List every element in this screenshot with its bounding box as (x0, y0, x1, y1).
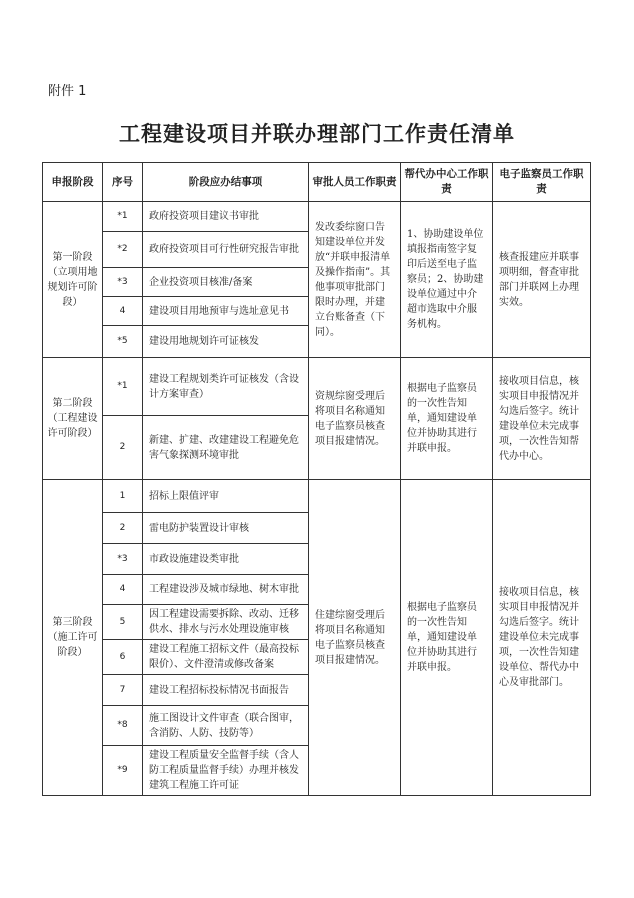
header-inspector: 电子监察员工作职责 (493, 163, 591, 202)
header-items: 阶段应办结事项 (143, 163, 309, 202)
item-name: 建设工程规划类许可证核发（含设计方案审查） (143, 358, 309, 416)
item-name: 政府投资项目可行性研究报告审批 (143, 232, 309, 268)
item-number: *9 (103, 746, 143, 796)
item-number: *5 (103, 326, 143, 358)
approver-duty: 发改委综窗口告知建设单位并发放“并联申报清单及操作指南”。其他事项审批部门限时办理，并建立台账备查（下同）。 (309, 202, 401, 358)
item-name: 建设用地规划许可证核发 (143, 326, 309, 358)
item-name: 招标上限值评审 (143, 480, 309, 513)
item-number: 4 (103, 297, 143, 326)
agency-duty: 根据电子监察员的一次性告知单，通知建设单位并协助其进行并联申报。 (401, 480, 493, 796)
stage-label: 第二阶段（工程建设许可阶段） (43, 358, 103, 480)
item-name: 建设工程招标投标情况书面报告 (143, 675, 309, 706)
item-name: 新建、扩建、改建建设工程避免危害气象探测环境审批 (143, 416, 309, 480)
header-row (43, 163, 591, 202)
stage-label: 第三阶段（施工许可阶段） (43, 480, 103, 796)
table-row (43, 480, 591, 513)
approver-duty: 住建综窗受理后将项目名称通知电子监察员核查项目报建情况。 (309, 480, 401, 796)
item-number: *2 (103, 232, 143, 268)
header-stage: 申报阶段 (43, 163, 103, 202)
item-number: *3 (103, 268, 143, 297)
header-num: 序号 (103, 163, 143, 202)
attachment-label: 附件 1 (48, 84, 87, 99)
agency-duty: 根据电子监察员的一次性告知单，通知建设单位并协助其进行并联申报。 (401, 358, 493, 480)
item-name: 因工程建设需要拆除、改动、迁移供水、排水与污水处理设施审核 (143, 605, 309, 640)
header-approver: 审批人员工作职责 (309, 163, 401, 202)
table-row (43, 358, 591, 416)
item-number: *3 (103, 544, 143, 575)
stage-label: 第一阶段（立项用地规划许可阶段） (43, 202, 103, 358)
item-number: 7 (103, 675, 143, 706)
page-title: 工程建设项目并联办理部门工作责任清单 (119, 121, 515, 146)
item-name: 市政设施建设类审批 (143, 544, 309, 575)
item-name: 工程建设涉及城市绿地、树木审批 (143, 575, 309, 605)
item-name: 施工图设计文件审查（联合图审，含消防、人防、技防等） (143, 706, 309, 746)
item-name: 雷电防护装置设计审核 (143, 513, 309, 544)
item-number: *8 (103, 706, 143, 746)
agency-duty: 1、协助建设单位填报指南签字复印后送至电子监察员；2、协助建设单位通过中介超市选取中介服务机构。 (401, 202, 493, 358)
item-number: 4 (103, 575, 143, 605)
item-number: 1 (103, 480, 143, 513)
item-name: 建设工程质量安全监督手续（含人防工程质量监督手续）办理并核发建筑工程施工许可证 (143, 746, 309, 796)
item-number: 5 (103, 605, 143, 640)
item-number: 6 (103, 640, 143, 675)
item-number: *1 (103, 358, 143, 416)
item-name: 建设工程施工招标文件（最高投标限价）、文件澄清或修改备案 (143, 640, 309, 675)
table-row (43, 202, 591, 232)
item-name: 企业投资项目核准/备案 (143, 268, 309, 297)
responsibility-table (42, 162, 591, 796)
item-number: *1 (103, 202, 143, 232)
inspector-duty: 接收项目信息，核实项目申报情况并勾选后签字。统计建设单位未完成事项，一次性告知建设单位、帮代办中心及审批部门。 (493, 480, 591, 796)
item-name: 建设项目用地预审与选址意见书 (143, 297, 309, 326)
item-name: 政府投资项目建议书审批 (143, 202, 309, 232)
header-agency: 帮代办中心工作职责 (401, 163, 493, 202)
item-number: 2 (103, 416, 143, 480)
inspector-duty: 接收项目信息，核实项目申报情况并勾选后签字。统计建设单位未完成事项，一次性告知帮代办中心。 (493, 358, 591, 480)
item-number: 2 (103, 513, 143, 544)
inspector-duty: 核查报建应并联事项明细，督查审批部门并联网上办理实效。 (493, 202, 591, 358)
approver-duty: 资规综窗受理后将项目名称通知电子监察员核查项目报建情况。 (309, 358, 401, 480)
